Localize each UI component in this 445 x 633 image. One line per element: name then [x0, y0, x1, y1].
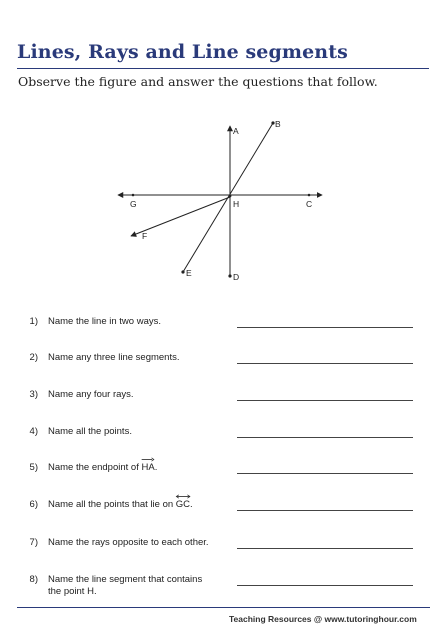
- instructions-text: Observe the figure and answer the questions that follow.: [18, 74, 378, 89]
- title-divider: [17, 68, 429, 69]
- ray-arrow-icon: [141, 457, 154, 462]
- question-number: 5): [29, 462, 38, 473]
- answer-line-5[interactable]: [237, 473, 413, 474]
- question-text: Name the line in two ways.: [48, 316, 161, 327]
- question-number: 1): [29, 316, 38, 327]
- line-notation: [176, 499, 190, 511]
- answer-line-1[interactable]: [237, 327, 413, 328]
- question-text-pre: Name all the points that lie on: [48, 499, 176, 510]
- answer-line-3[interactable]: [237, 400, 413, 401]
- point-d-dot: [228, 274, 231, 277]
- label-b: B: [275, 119, 281, 129]
- question-number: 3): [29, 389, 38, 400]
- question-text: Name any four rays.: [48, 389, 134, 400]
- label-a: A: [233, 126, 239, 136]
- question-text: Name any three line segments.: [48, 352, 180, 363]
- question-text: Name all the points.: [48, 426, 132, 437]
- question-number: 8): [29, 574, 38, 585]
- question-text-pre: Name the endpoint of: [48, 462, 142, 473]
- label-c: C: [306, 199, 313, 209]
- geometry-figure: [110, 115, 330, 285]
- question-number: 2): [29, 352, 38, 363]
- line-arrow-icon: [176, 494, 190, 499]
- worksheet-title: Lines, Rays and Line segments: [17, 41, 348, 63]
- point-h-dot: [229, 195, 232, 198]
- answer-line-7[interactable]: [237, 548, 413, 549]
- question-number: 4): [29, 426, 38, 437]
- label-e: E: [186, 268, 192, 278]
- label-f: F: [142, 231, 148, 241]
- point-g-dot: [132, 194, 135, 197]
- question-text: Name the rays opposite to each other.: [48, 537, 209, 548]
- question-text: [48, 462, 228, 474]
- point-e-dot: [181, 270, 184, 273]
- label-d: D: [233, 272, 240, 282]
- ray-notation-letters: HA: [141, 462, 155, 473]
- answer-line-4[interactable]: [237, 437, 413, 438]
- question-number: 7): [29, 537, 38, 548]
- question-number: 6): [29, 499, 38, 510]
- point-c-dot: [308, 194, 311, 197]
- ray-notation: [141, 462, 154, 474]
- question-text-post: .: [190, 499, 193, 510]
- question-text: Name the line segment that contains the point H.: [48, 574, 203, 597]
- question-text: [48, 499, 228, 511]
- line-notation-letters: GC: [175, 499, 191, 510]
- question-text-post: .: [154, 462, 158, 473]
- footer-credit: Teaching Resources @ www.tutoringhour.com: [229, 614, 417, 624]
- answer-line-8[interactable]: [237, 585, 413, 586]
- label-g: G: [130, 199, 137, 209]
- answer-line-6[interactable]: [237, 510, 413, 511]
- answer-line-2[interactable]: [237, 363, 413, 364]
- label-h: H: [233, 199, 240, 209]
- footer-divider: [17, 607, 430, 608]
